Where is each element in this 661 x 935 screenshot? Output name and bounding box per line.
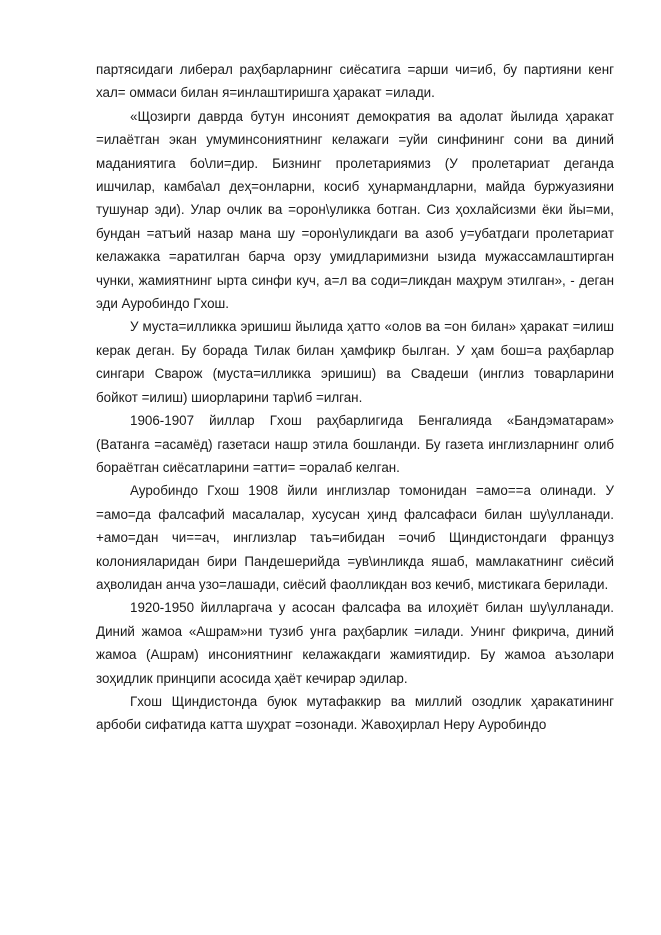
paragraph-3: У муста=илликка эришиш йылида ҳатто «олов ва =он билан» ҳаракат =илиш керак деган. Бу борада Тилак билан ҳамфикр былган. У ҳам бош=а раҳбарлар сингари Сварож (муста=илликка эришиш) ва Свадеши (инглиз товарларини бойкот =илиш) шиорларини тар\иб =илган. <box>96 319 614 405</box>
document-page <box>96 58 614 737</box>
paragraph-7: Гхош Щиндистонда буюк мутафаккир ва миллий озодлик ҳаракатининг арбоби сифатида катта шуҳрат =озонади. Жавоҳирлал Неру Ауробиндо <box>96 693 614 733</box>
paragraph-4: 1906-1907 йиллар Гхош раҳбарлигида Бенгалияда «Бандэматарам» (Ватанга =асамёд) газетаси нашр этила бошланди. Бу газета инглизларнинг олиб бораётган сиёсатларини =атти= =оралаб келган. <box>96 413 614 475</box>
paragraph-6: 1920-1950 йилларгача у асосан фалсафа ва илоҳиёт билан шу\улланади. Диний жамоа «Ашрам»ни тузиб унга раҳбарлик =илади. Унинг фикрича, диний жамоа (Ашрам) инсониятнинг келажакдаги жамиятидир. Бу жамоа аъзолари зоҳидлик принципи асосида ҳаёт кечирар эдилар. <box>96 600 614 686</box>
paragraph-1: партясидаги либерал раҳбарларнинг сиёсатига =арши чи=иб, бу партияни кенг хал= оммаси билан я=инлаштиришга ҳаракат =илади. <box>96 62 614 101</box>
paragraph-5: Ауробиндо Гхош 1908 йили инглизлар томонидан =амо==а олинади. У =амо=да фалсафий масалалар, хусусан ҳинд фалсафаси билан шу\улланади. +амо=дан чи==ач, инглизлар таъ=ибидан =очиб Щиндистондаги француз колонияларидан бири Пандешерийда =ув\инликда яшаб, мамлакатнинг сиёсий аҳволидан анча узо=лашади, сиёсий фаолликдан воз кечиб, мистикага берилади. <box>96 483 614 592</box>
paragraph-2: «Щозирги даврда бутун инсоният демократия ва адолат йылида ҳаракат =илаётган экан умуминсониятнинг келажаги =уйи синфининг сони ва диний маданиятига бо\ли=дир. Бизнинг пролетариямиз (У пролетариат деганда ишчилар, камба\ал деҳ=онларни, косиб ҳунармандларни, майда буржуазияни тушунар эди). Улар очлик ва =орон\уликка ботган. Сиз ҳохлайсизми ёки йы=ми, бундан =атъий назар мана шу =орон\уликдаги ва азоб у=убатдаги пролетариат келажакка =аратилган барча орзу умидларимизни ызида мужассамлаштирган чунки, жамиятнинг ырта синфи куч, а=л ва соди=ликдан маҳрум этилган», - деган эди Ауробиндо Гхош. <box>96 108 614 312</box>
